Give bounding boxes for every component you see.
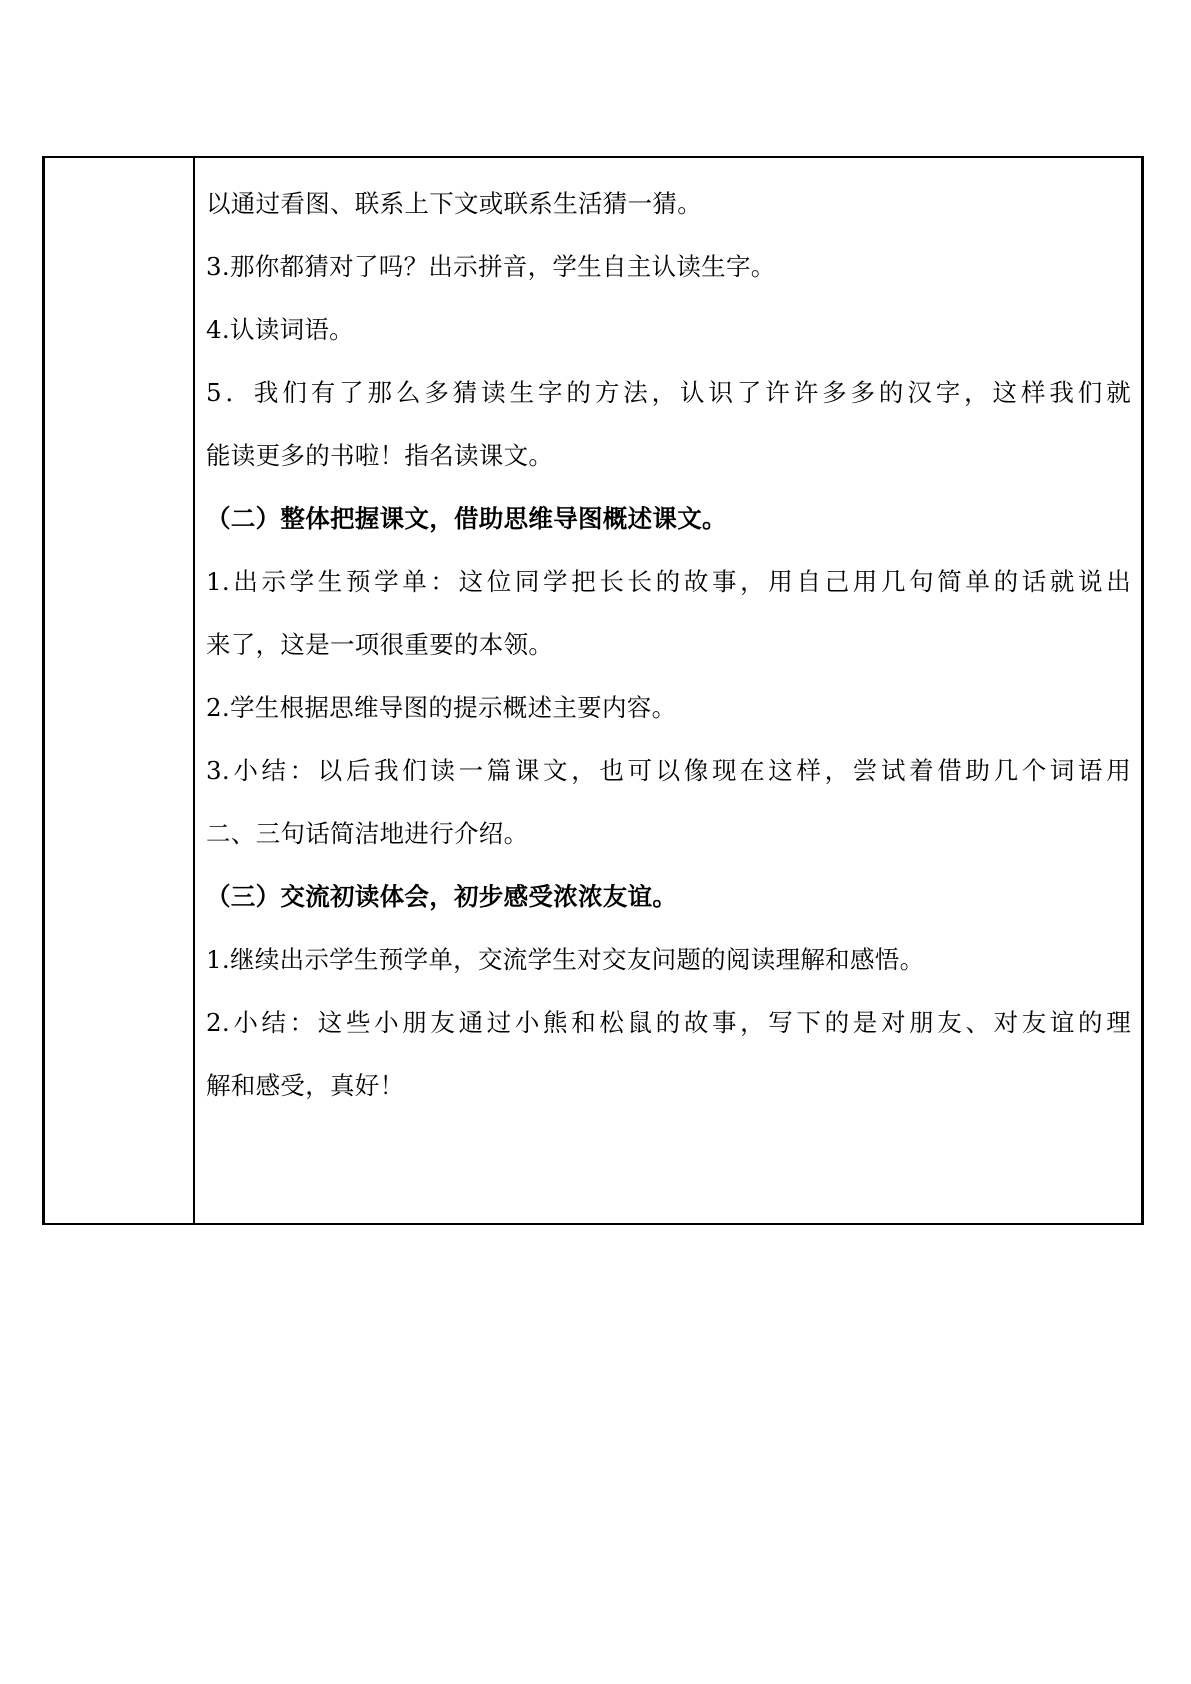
- text-line: 2.学生根据思维导图的提示概述主要内容。: [206, 693, 677, 722]
- lesson-content: [195, 158, 1141, 1117]
- text-line: 3.那你都猜对了吗？出示拼音，学生自主认读生字。: [206, 252, 776, 281]
- content-cell: [194, 157, 1143, 1224]
- text-line: 能读更多的书啦！指名读课文。: [206, 441, 554, 470]
- section-heading: （二）整体把握课文，借助思维导图概述课文。: [206, 504, 727, 533]
- text-line: 二、三句话简洁地进行介绍。: [206, 819, 529, 848]
- text-line: 解和感受，真好！: [206, 1071, 405, 1100]
- left-column-cell: [44, 157, 195, 1224]
- text-line: 2.小结：这些小朋友通过小熊和松鼠的故事，写下的是对朋友、对友谊的理: [206, 1008, 1131, 1037]
- section-heading: （三）交流初读体会，初步感受浓浓友谊。: [206, 882, 678, 911]
- text-line: 3.小结：以后我们读一篇课文，也可以像现在这样，尝试着借助几个词语用: [206, 756, 1131, 785]
- table-row: [44, 157, 1143, 1224]
- lesson-plan-table: [42, 156, 1144, 1225]
- text-line: 1.继续出示学生预学单，交流学生对交友问题的阅读理解和感悟。: [206, 945, 925, 974]
- text-line: 5．我们有了那么多猜读生字的方法，认识了许许多多的汉字，这样我们就: [206, 378, 1131, 407]
- text-line: 以通过看图、联系上下文或联系生活猜一猜。: [206, 189, 702, 218]
- text-line: 来了，这是一项很重要的本领。: [206, 630, 554, 659]
- text-line: 4.认读词语。: [206, 315, 354, 344]
- text-line: 1.出示学生预学单：这位同学把长长的故事，用自己用几句简单的话就说出: [206, 567, 1131, 596]
